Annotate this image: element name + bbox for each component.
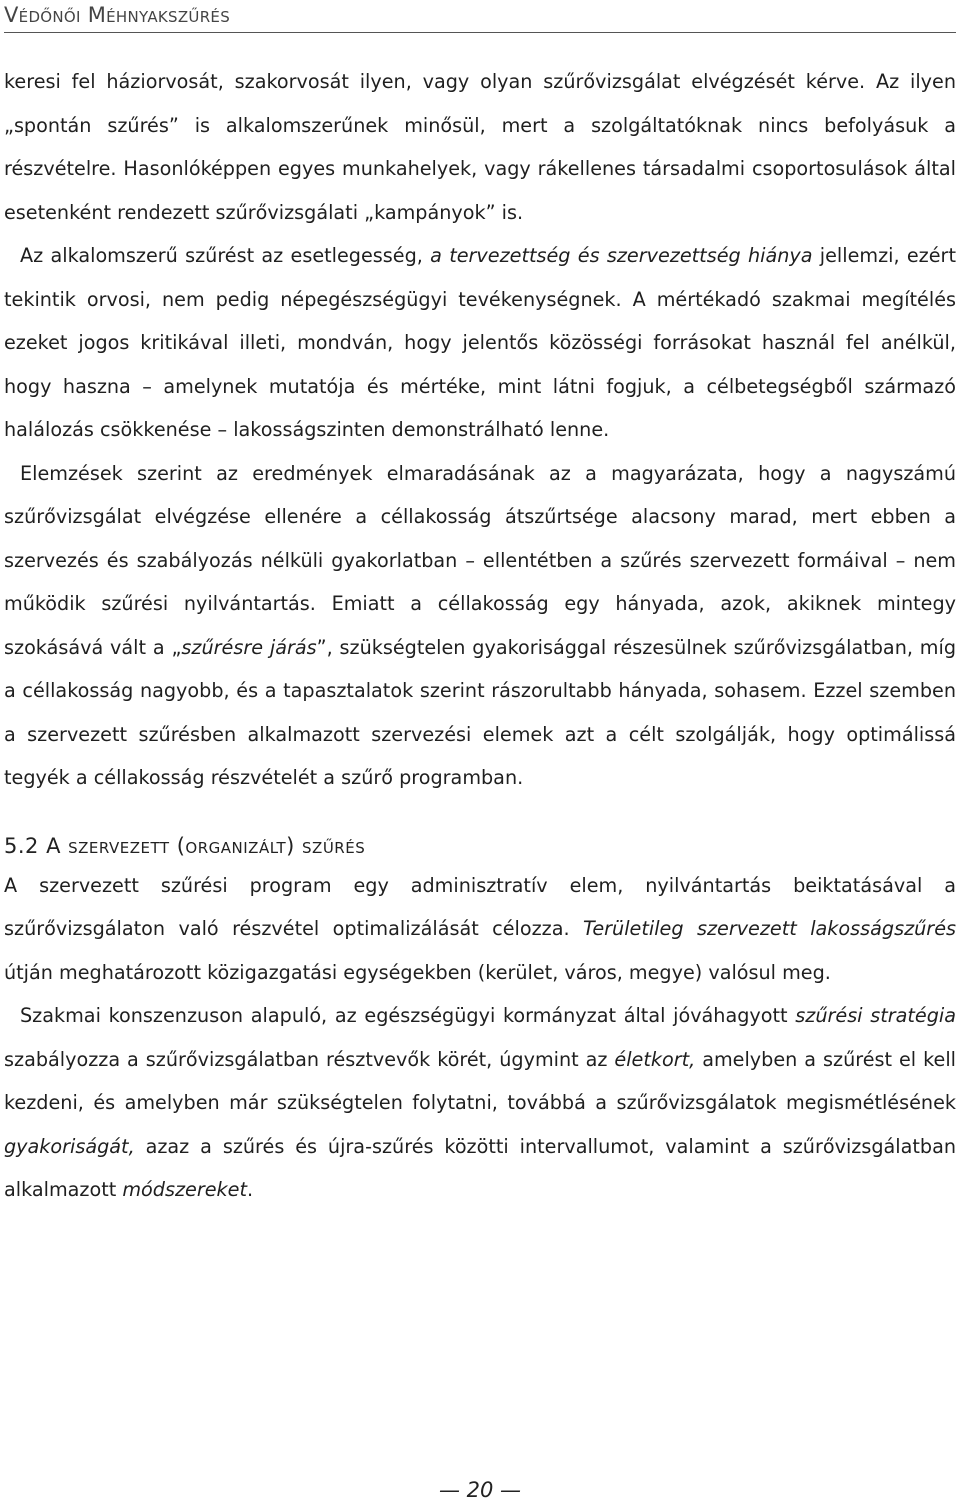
italic-text: szűrésre járás xyxy=(181,635,317,659)
paragraph xyxy=(4,994,956,1212)
paragraph xyxy=(4,864,956,995)
text-run: jellemzi, ezért tekintik orvosi, nem pedig népegészségügyi tevékenységnek. A mértékadó szakmai megítélés ezeket jogos kritikával illeti, mondván, hogy jelentős közösségi forrásokat használ fel anélkül, hogy haszna – amelynek mutatója és mértéke, mint látni fogjuk, a célbetegségből származó halálozás csökkenése – lakosságszinten demonstrálható lenne. xyxy=(4,244,956,441)
text-run: Szakmai konszenzuson alapuló, az egészségügyi kormányzat által jóváhagyott xyxy=(20,1004,796,1027)
running-header: Védőnői Méhnyakszűrés xyxy=(4,2,956,33)
text-run: amelyben a szűrést el kell kezdeni, és amelyben már szükségtelen folytatni, továbbá a szűrővizsgálatok megismétlésének xyxy=(4,1047,956,1114)
text-run: A szervezett szűrési program egy adminisztratív elem, nyilvántartás beiktatásával a szűrővizsgálaton való részvétel optimalizálását célozza. xyxy=(4,873,956,940)
text-run: ”, szükségtelen gyakorisággal részesülnek szűrővizsgálatban, míg a céllakosság nagyobb, és a tapasztalatok szerint rászorultabb hányada, sohasem. Ezzel szemben a szervezett szűrésben alkalmazott szervezési elemek azt a célt szolgálják, hogy optimálissá tegyék a céllakosság részvételét a szűrő programban. xyxy=(4,635,956,789)
paragraph xyxy=(4,452,956,800)
italic-text: szűrési stratégia xyxy=(795,1004,956,1027)
italic-text: életkort, xyxy=(614,1047,696,1071)
text-run: azaz a szűrés és újra-szűrés közötti intervallumot, valamint a szűrővizsgálatban alkalmazott xyxy=(4,1134,956,1201)
italic-text: Területileg szervezett lakosságszűrés xyxy=(583,917,956,940)
text-run: útján meghatározott közigazgatási egységekben (kerület, város, megye) valósul meg. xyxy=(4,960,831,984)
page-number: — 20 — xyxy=(438,1478,522,1502)
italic-text: a tervezettség és szervezettség hiánya xyxy=(430,244,813,267)
text-run: . xyxy=(246,1178,254,1201)
text-run: szabályozza a szűrővizsgálatban résztvevők körét, úgymint az xyxy=(4,1047,615,1071)
text-run: Az alkalomszerű szűrést az esetlegesség, xyxy=(20,244,431,267)
italic-text: gyakoriságát, xyxy=(4,1134,135,1158)
paragraph xyxy=(4,234,956,452)
document-body xyxy=(4,60,956,1212)
paragraph xyxy=(4,60,956,234)
text-run: keresi fel háziorvosát, szakorvosát ilyen, vagy olyan szűrővizsgálat elvégzését kérve. Az ilyen „spontán szűrés” is alkalomszerűnek minősül, mert a szolgáltatóknak nincs befolyásuk a részvételre. Hasonlóképpen egyes munkahelyek, vagy rákellenes társadalmi csoportosulások által esetenként rendezett szűrővizsgálati „kampányok” is. xyxy=(4,70,956,224)
text-run: Elemzések szerint az eredmények elmaradásának az a magyarázata, hogy a nagyszámú szűrővizsgálat elvégzése ellenére a céllakosság átszűrtsége alacsony marad, mert ebben a szervezés és szabályozás nélküli gyakorlatban – ellentétben a szűrés szervezett formáival – nem működik szűrési nyilvántartás. Emiatt a céllakosság egy hányada, azok, akiknek mintegy szokásává vált a „ xyxy=(4,461,956,659)
italic-text: módszereket xyxy=(122,1178,247,1201)
section-heading: 5.2 A szervezett (organizált) szűrés xyxy=(4,833,366,858)
